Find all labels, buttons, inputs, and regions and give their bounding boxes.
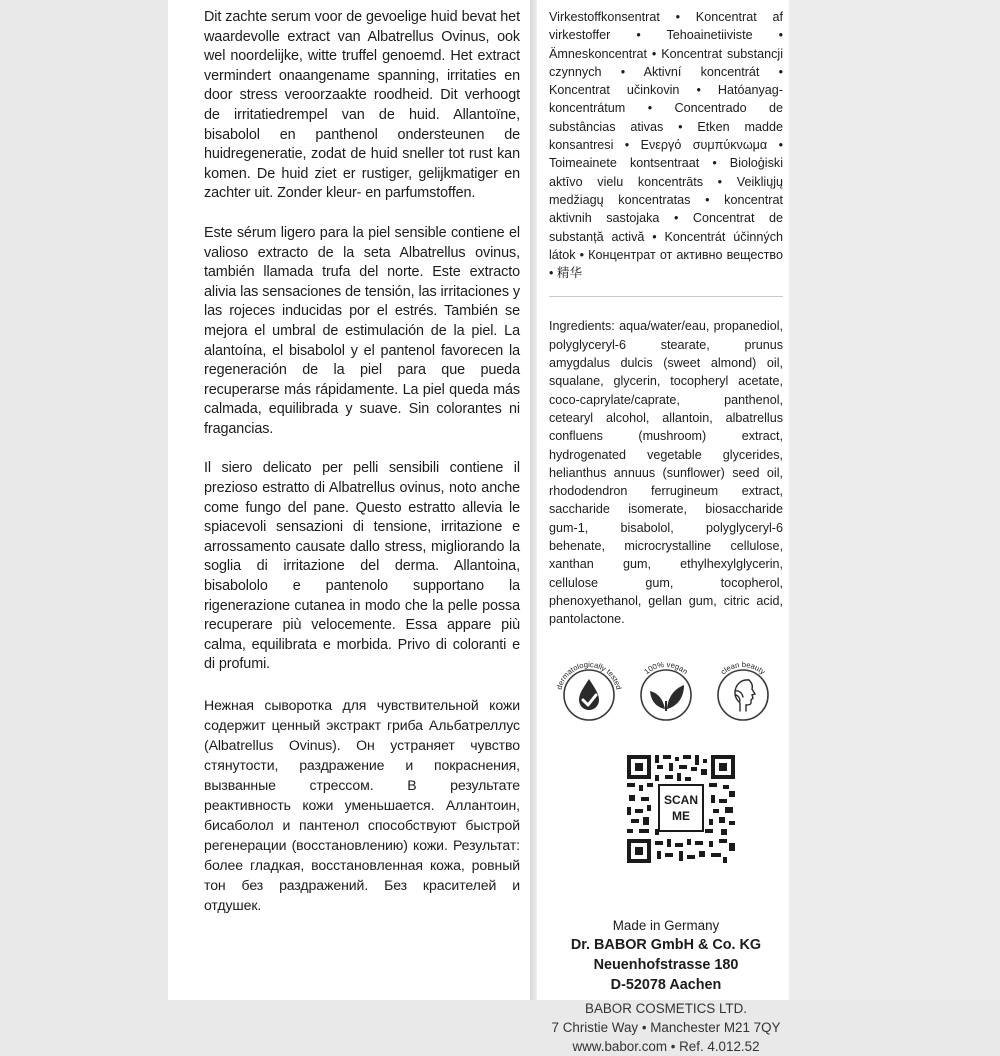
badge-label: dermatologically tested [554,659,624,691]
qr-code[interactable] [625,753,737,865]
badge-row [549,655,783,731]
qr-me-text: ME [672,808,690,823]
made-in-label: Made in Germany [612,917,720,933]
divider [549,296,783,297]
website-reference: www.babor.com • Ref. 4.012.52 [572,1038,760,1054]
left-text-column [168,0,530,1000]
qr-scan-text: SCAN [663,792,699,807]
drop-check-icon [579,679,599,710]
city-address: D-52078 Aachen [610,976,722,993]
vegan-badge [628,655,704,731]
active-concentrate-translations: Virkestoffkonsentrat • Koncentrat af virkestoffer • Tehoainetiiviste • Ämneskoncentrat • Koncentrat substancji czynnych • Aktivní koncentrát • Koncentrat učinkovin • Hatóanyag-koncentrátum • Concentrado de substâncias ativas • Etken madde konsantresi • Ενεργό συμπύκνωμα • Toimeainete kontsentraat • Bioloģiski aktīvo vielu koncentrāts • Veikliųjų medžiagų koncentratas • koncentrat aktivnih sastojaka • Concentrat de substanță activă • Koncentrát účinných látok • Концентрат от активно вещество • 精华 [549,10,783,281]
uk-address: 7 Christie Way • Manchester M21 7QY [551,1019,781,1035]
svg-text:clean beauty [719,659,767,676]
right-text-column [537,0,789,1054]
fold-shadow [530,0,537,1000]
background-edge [789,0,1000,1000]
description-russian: Нежная сыворотка для чувствительной кожи содержит ценный экстракт гриба Альбатреллус (Albatrellus Ovinus). Он устраняет чувство стянутости, раздражение и покраснения, вызванные стрессом. В результате реактивность кожи уменьшается. Аллантоин, бисаболол и пантенол способствуют быстрой регенерации (восстановлению) кожи. Результат: более гладкая, восстановленная кожа, ровный тон без раздражений. Без красителей и отдушек. [204,697,520,913]
svg-text:100% vegan [642,659,689,675]
street-address: Neuenhofstrasse 180 [593,956,739,973]
description-italian: Il siero delicato per pelli sensibili contiene il prezioso estratto di Albatrellus ovinus, noto anche come fungo del pane. Questo estratto allevia le spiacevoli sensazioni di tensione, irritazione e arrossamento causate dallo stress, migliorando la soglia di irritazione del derma. Allantoina, bisabololo e pantenolo supportano la rigenerazione cutanea in modo che la pelle possa recuperare più velocemente. Essa appare più calma, equilibrata e morbida. Privo di coloranti e di profumi. [204,460,520,673]
company-name: Dr. BABOR GmbH & Co. KG [570,936,762,953]
badge-ring [641,670,691,720]
description-spanish: Este sérum ligero para la piel sensible contiene el valioso extracto de la seta Albatrellus ovinus, también llamada trufa del norte. Este extracto alivia las sensaciones de tensión, las irritaciones y las rojeces inducidas por el estrés. También se mejora el umbral de estimulación de la piel. La alantoína, el bisabolol y el pantenol favorecen la regeneración de la piel para que pueda recuperarse más rápidamente. La piel queda más calmada, equilibrada y suave. Sin colorantes ni fragancias. [204,224,520,437]
description-dutch: Dit zachte serum voor de gevoelige huid bevat het waardevolle extract van Albatrellus Ovinus, ook wel noordelijke, witte truffel genoemd. Het extract vermindert onaangename spanning, irritaties en door stress veroorzaakte roodheid. Dit verhoogt de irritatiedrempel van de huid. Allantoïne, bisabolol en panthenol ondersteunen de huidregeneratie, zodat de huid sneller tot rust kan komen. De huid ziet er rustiger, gelijkmatiger en zachter uit. Zonder kleur- en parfumstoffen. [204,9,520,202]
face-profile-icon [735,679,755,710]
manufacturer-address [549,916,783,1056]
leaves-icon [650,685,684,711]
ingredients-list: Ingredients: aqua/water/eau, propanediol, polyglyceryl-6 stearate, prunus amygdalus dulcis (sweet almond) oil, squalane, glycerin, tocopheryl acetate, coco-caprylate/caprate, panthenol, cetearyl alcohol, allantoin, albatrellus confluens (mushroom) extract, hydrogenated vegetable glycerides, helianthus annuus (sunflower) seed oil, rhododendron ferrugineum extract, saccharide isomerate, biosaccharide gum-1, bisabolol, polyglyceryl-6 behenate, microcrystalline cellulose, xanthan gum, ethylhexylglycerin, cellulose gum, tocopherol, phenoxyethanol, gellan gum, citric acid, pantolactone. [549,319,783,627]
uk-company-name: BABOR COSMETICS LTD. [585,1000,747,1016]
dermatologically-tested-badge [551,655,627,731]
qr-scan-label-box [659,785,703,831]
badge-label: clean beauty [718,659,768,676]
clean-beauty-badge [705,655,781,731]
badge-label: 100% vegan [642,659,690,676]
